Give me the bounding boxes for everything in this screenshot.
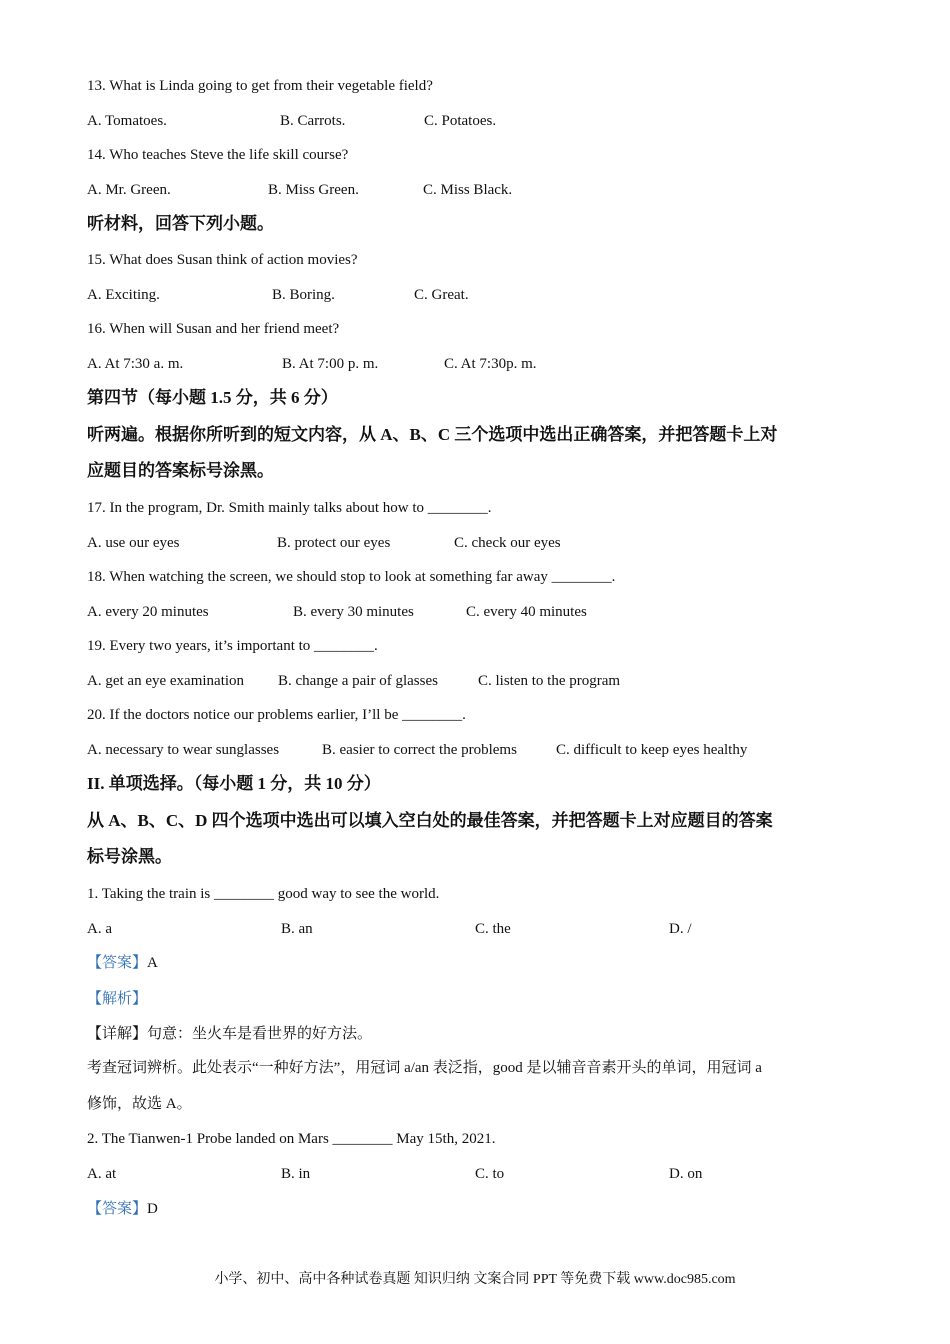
- option-a: A. every 20 minutes: [87, 604, 209, 620]
- option-d: D. /: [669, 921, 692, 937]
- option-b: B. Carrots.: [280, 113, 346, 129]
- listening-instruction: 听材料，回答下列小题。: [87, 214, 274, 233]
- option-b: B. Miss Green.: [268, 182, 359, 198]
- option-a: A. get an eye examination: [87, 673, 245, 689]
- option-a: A. Tomatoes.: [87, 113, 167, 129]
- option-b: B. every 30 minutes: [293, 604, 414, 620]
- option-b: B. easier to correct the problems: [322, 742, 517, 758]
- option-a: A. necessary to wear sunglasses: [87, 742, 280, 758]
- answer-1: [87, 953, 890, 973]
- option-a: A. a: [87, 921, 112, 937]
- option-b: B. At 7:00 p. m.: [282, 356, 379, 372]
- detail-1: [87, 1024, 890, 1044]
- answer-value: D: [147, 1201, 158, 1217]
- option-c: C. difficult to keep eyes healthy: [556, 742, 748, 758]
- detail-tag: 【详解】: [87, 1026, 148, 1042]
- option-c: C. At 7:30p. m.: [444, 356, 537, 372]
- option-c: C. check our eyes: [454, 535, 561, 551]
- question-14: 14. Who teaches Steve the life skill course?: [87, 147, 349, 163]
- option-c: C. Miss Black.: [423, 182, 513, 198]
- answer-2: [87, 1199, 890, 1219]
- question-13: 13. What is Linda going to get from their vegetable field?: [87, 78, 433, 94]
- detail-text: 句意：坐火车是看世界的好方法。: [147, 1026, 373, 1042]
- section-4-instruction-cont: 应题目的答案标号涂黑。: [87, 461, 274, 480]
- section-4-instruction: 听两遍。根据你所听到的短文内容，从 A、B、C 三个选项中选出正确答案，并把答题卡上对: [87, 425, 778, 444]
- question-18: 18. When watching the screen, we should stop to look at something far away ________.: [87, 569, 616, 585]
- option-c: C. Potatoes.: [424, 113, 497, 129]
- analysis-tag: 【解析】: [87, 991, 148, 1007]
- page-footer: 小学、初中、高中各种试卷真题 知识归纳 文案合同 PPT 等免费下载 www.doc985.com: [214, 1272, 736, 1287]
- option-c: C. Great.: [414, 287, 469, 303]
- section-4-title: 第四节（每小题 1.5 分，共 6 分）: [87, 388, 338, 407]
- option-b: B. Boring.: [272, 287, 335, 303]
- single-choice-2: 2. The Tianwen-1 Probe landed on Mars ________ May 15th, 2021.: [87, 1131, 496, 1147]
- answer-tag: 【答案】: [87, 1201, 148, 1217]
- answer-tag: 【答案】: [87, 955, 148, 971]
- question-19: 19. Every two years, it’s important to ________.: [87, 638, 378, 654]
- part-2-instruction: 从 A、B、C、D 四个选项中选出可以填入空白处的最佳答案，并把答题卡上对应题目的答案: [87, 811, 773, 830]
- part-2-title: II. 单项选择。（每小题 1 分，共 10 分）: [87, 774, 381, 793]
- option-a: A. Mr. Green.: [87, 182, 171, 198]
- option-c: C. listen to the program: [478, 673, 621, 689]
- option-d: D. on: [669, 1166, 703, 1182]
- single-choice-1: 1. Taking the train is ________ good way to see the world.: [87, 886, 440, 902]
- option-a: A. at: [87, 1166, 117, 1182]
- option-b: B. in: [281, 1166, 311, 1182]
- option-a: A. use our eyes: [87, 535, 180, 551]
- option-b: B. change a pair of glasses: [278, 673, 438, 689]
- option-c: C. the: [475, 921, 511, 937]
- option-b: B. protect our eyes: [277, 535, 391, 551]
- option-b: B. an: [281, 921, 313, 937]
- explanation-1-cont: 修饰，故选 A。: [87, 1096, 192, 1112]
- explanation-1: 考查冠词辨析。此处表示“一种好方法”，用冠词 a/an 表泛指，good 是以辅音音素开头的单词，用冠词 a: [87, 1060, 762, 1076]
- part-2-instruction-cont: 标号涂黑。: [87, 847, 172, 866]
- question-16: 16. When will Susan and her friend meet?: [87, 321, 340, 337]
- question-15: 15. What does Susan think of action movies?: [87, 252, 358, 268]
- option-c: C. every 40 minutes: [466, 604, 587, 620]
- option-c: C. to: [475, 1166, 505, 1182]
- option-a: A. At 7:30 a. m.: [87, 356, 184, 372]
- question-20: 20. If the doctors notice our problems earlier, I’ll be ________.: [87, 707, 466, 723]
- answer-value: A: [147, 955, 158, 971]
- question-17: 17. In the program, Dr. Smith mainly talks about how to ________.: [87, 500, 492, 516]
- option-a: A. Exciting.: [87, 287, 160, 303]
